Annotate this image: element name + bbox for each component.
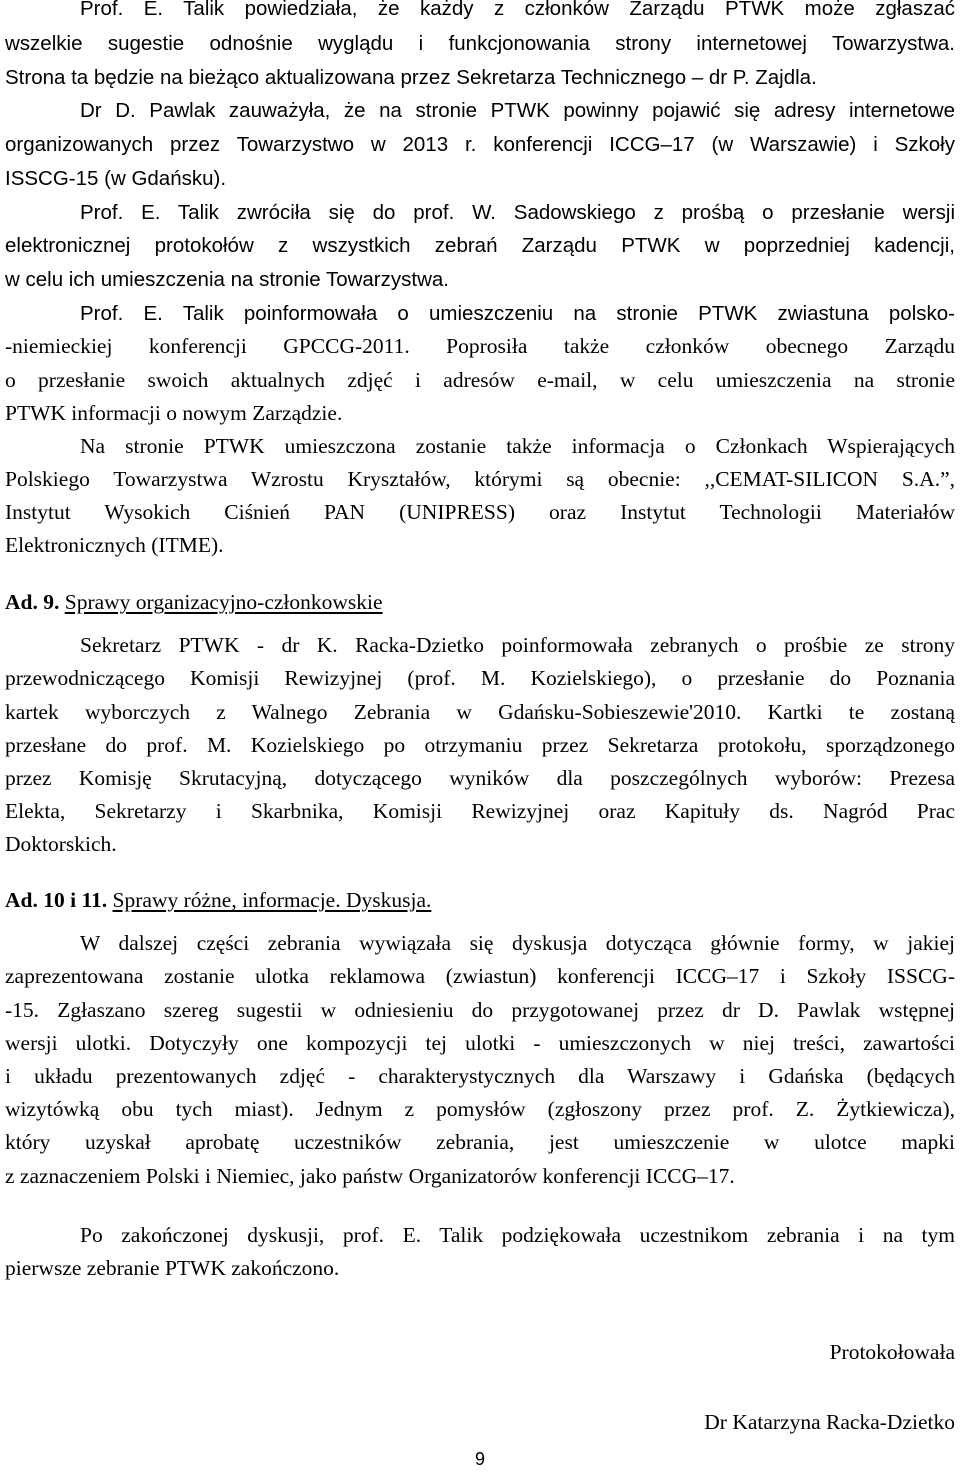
section-title: Sprawy organizacyjno-członkowskie	[64, 590, 383, 614]
paragraph-line: elektronicznej protokołów z wszystkich zebrań Zarządu PTWK w poprzedniej kadencji,	[5, 234, 955, 257]
paragraph-line: o przesłanie swoich aktualnych zdjęć i adresów e-mail, w celu umieszczenia na stronie	[5, 368, 955, 392]
paragraph-line: który uzyskał aprobatę uczestników zebrania, jest umieszczenie w ulotce mapki	[5, 1130, 955, 1154]
signature-label: Protokołowała	[829, 1340, 955, 1364]
paragraph-line: Prof. E. Talik powiedziała, że każdy z członków Zarządu PTWK może zgłaszać	[80, 0, 955, 20]
section-title: Sprawy różne, informacje. Dyskusja.	[112, 888, 432, 912]
paragraph-line: Elektronicznych (ITME).	[5, 533, 224, 557]
section-heading-ad10-11	[5, 886, 955, 914]
paragraph-line: PTWK informacji o nowym Zarządzie.	[5, 401, 343, 425]
paragraph-line: Na stronie PTWK umieszczona zostanie także informacja o Członkach Wspierających	[80, 434, 955, 458]
section-number: Ad. 10 i 11.	[5, 888, 108, 912]
paragraph-line: Po zakończonej dyskusji, prof. E. Talik podziękowała uczestnikom zebrania i na tym	[80, 1223, 955, 1247]
section-heading-ad9	[5, 588, 955, 616]
paragraph-line: Polskiego Towarzystwa Wzrostu Kryształów, którymi są obecnie: ,,CEMAT-SILICON S.A.”,	[5, 467, 955, 491]
paragraph-line: kartek wyborczych z Walnego Zebrania w Gdańsku-Sobieszewie'2010. Kartki te zostaną	[5, 700, 955, 724]
paragraph-line: Instytut Wysokich Ciśnień PAN (UNIPRESS) oraz Instytut Technologii Materiałów	[5, 500, 955, 524]
section-number: Ad. 9.	[5, 590, 60, 614]
paragraph-line: wersji ulotki. Dotyczyły one kompozycji tej ulotki - umieszczonych w niej treści, zawartości	[5, 1031, 955, 1055]
paragraph-line: ISSCG-15 (w Gdańsku).	[5, 167, 227, 190]
paragraph-line: -15. Zgłaszano szereg sugestii w odniesieniu do przygotowanej przez dr D. Pawlak wstępnej	[5, 998, 955, 1022]
paragraph-line: Strona ta będzie na bieżąco aktualizowana przez Sekretarza Technicznego – dr P. Zajdla.	[5, 66, 817, 89]
paragraph-line: w celu ich umieszczenia na stronie Towarzystwa.	[5, 268, 449, 291]
paragraph-line: i układu prezentowanych zdjęć - charakterystycznych dla Warszawy i Gdańska (będących	[5, 1064, 955, 1088]
paragraph-line: pierwsze zebranie PTWK zakończono.	[5, 1256, 340, 1280]
paragraph-line: wizytówką obu tych miast). Jednym z pomysłów (zgłoszony przez prof. Z. Żytkiewicza),	[5, 1097, 955, 1121]
paragraph-line: wszelkie sugestie odnośnie wyglądu i funkcjonowania strony internetowej Towarzystwa.	[5, 32, 955, 55]
paragraph-line: przewodniczącego Komisji Rewizyjnej (prof. M. Kozielskiego), o przesłanie do Poznania	[5, 666, 955, 690]
paragraph-line: Prof. E. Talik zwróciła się do prof. W. Sadowskiego z prośbą o przesłanie wersji	[80, 201, 955, 224]
paragraph-line: Sekretarz PTWK - dr K. Racka-Dzietko poinformowała zebranych o prośbie ze strony	[80, 633, 955, 657]
page-number: 9	[474, 1449, 485, 1469]
paragraph-line: Doktorskich.	[5, 832, 117, 856]
paragraph-line: W dalszej części zebrania wywiązała się dyskusja dotycząca głównie formy, w jakiej	[80, 931, 955, 955]
paragraph-line: zaprezentowana zostanie ulotka reklamowa (zwiastun) konferencji ICCG–17 i Szkoły ISSCG-	[5, 964, 955, 988]
paragraph-line: Prof. E. Talik poinformowała o umieszczeniu na stronie PTWK zwiastuna polsko-	[80, 302, 955, 325]
paragraph-line: Elekta, Sekretarzy i Skarbnika, Komisji Rewizyjnej oraz Kapituły ds. Nagród Prac	[5, 799, 955, 823]
paragraph-line: organizowanych przez Towarzystwo w 2013 r. konferencji ICCG–17 (w Warszawie) i Szkoły	[5, 133, 955, 156]
signature-name: Dr Katarzyna Racka-Dzietko	[704, 1410, 955, 1434]
paragraph-line: przesłane do prof. M. Kozielskiego po otrzymaniu przez Sekretarza protokołu, sporządzonego	[5, 733, 955, 757]
paragraph-line: z zaznaczeniem Polski i Niemiec, jako państw Organizatorów konferencji ICCG–17.	[5, 1164, 735, 1188]
paragraph-line: przez Komisję Skrutacyjną, dotyczącego wyników dla poszczególnych wyborów: Prezesa	[5, 766, 955, 790]
paragraph-line: -niemieckiej konferencji GPCCG-2011. Poprosiła także członków obecnego Zarządu	[5, 334, 955, 358]
paragraph-line: Dr D. Pawlak zauważyła, że na stronie PTWK powinny pojawić się adresy internetowe	[80, 99, 955, 122]
